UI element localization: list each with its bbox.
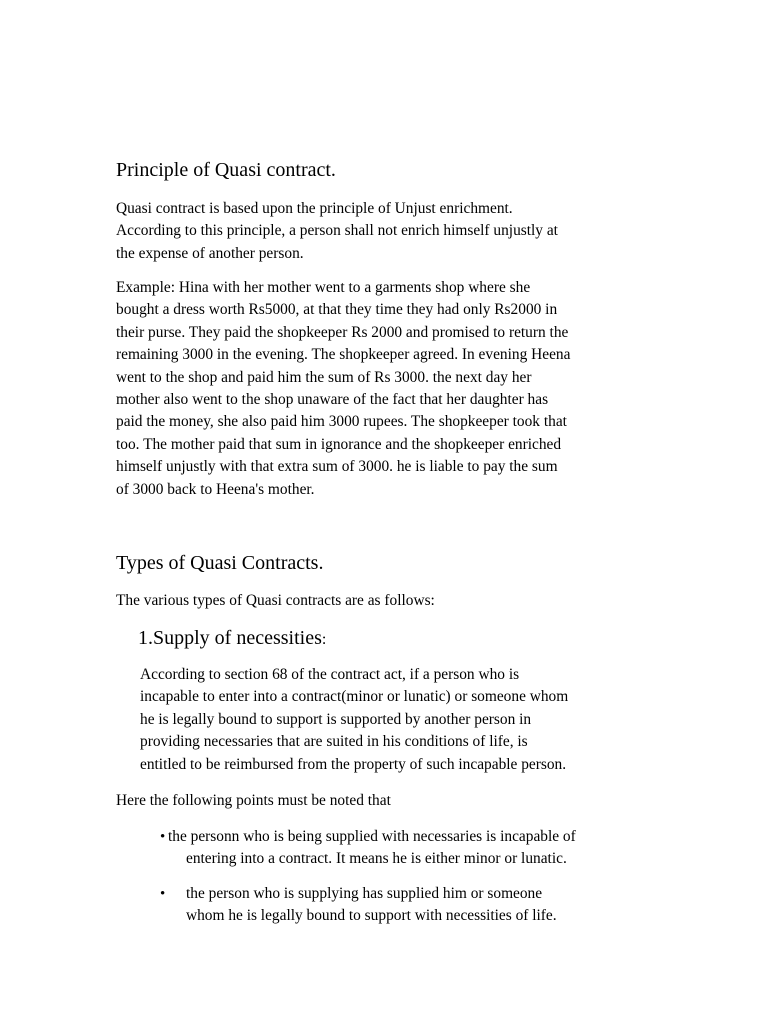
bullet-icon: • xyxy=(160,829,166,845)
paragraph-line: providing necessaries that are suited in his conditions of life, is xyxy=(140,733,528,751)
paragraph-line: According to section 68 of the contract act, if a person who is xyxy=(140,666,520,683)
bullet-line: entering into a contract. It means he is either minor or lunatic. xyxy=(186,850,567,868)
paragraph-line: bought a dress worth Rs5000, at that they time they had only Rs2000 in xyxy=(116,301,558,319)
heading-principle: Principle of Quasi contract. xyxy=(116,159,336,181)
paragraph-line: remaining 3000 in the evening. The shopkeeper agreed. In evening Heena xyxy=(116,346,571,364)
paragraph-line: Quasi contract is based upon the principle of Unjust enrichment. xyxy=(116,200,513,217)
paragraph-line: incapable to enter into a contract(minor or lunatic) or someone whom xyxy=(140,688,569,706)
paragraph-line: paid the money, she also paid him 3000 rupees. The shopkeeper took that xyxy=(116,413,567,431)
paragraph-line: himself unjustly with that extra sum of 3000. he is liable to pay the sum xyxy=(116,458,558,476)
paragraph-line: Example: Hina with her mother went to a garments shop where she xyxy=(116,279,531,296)
paragraph-line: he is legally bound to support is supported by another person in xyxy=(140,710,532,728)
subheading-colon: : xyxy=(321,631,327,648)
bullet-line: whom he is legally bound to support with necessities of life. xyxy=(186,907,557,925)
bullet-item xyxy=(160,883,680,928)
paragraph-line: of 3000 back to Heena's mother. xyxy=(116,480,315,498)
paragraph-line: The various types of Quasi contracts are as follows: xyxy=(116,592,435,609)
paragraph-line: According to this principle, a person shall not enrich himself unjustly at xyxy=(116,222,558,240)
paragraph-line: their purse. They paid the shopkeeper Rs 2000 and promised to return the xyxy=(116,323,569,341)
bullet-icon: • xyxy=(160,886,166,902)
subheading-text: 1.Supply of necessities xyxy=(138,627,322,649)
paragraph-line: mother also went to the shop unaware of the fact that her daughter has xyxy=(116,391,549,409)
types-intro xyxy=(116,590,656,612)
points-intro xyxy=(116,790,656,812)
example-paragraph xyxy=(116,277,656,501)
paragraph-line: Here the following points must be noted that xyxy=(116,792,391,809)
paragraph-line: went to the shop and paid him the sum of Rs 3000. the next day her xyxy=(116,368,532,386)
heading-types: Types of Quasi Contracts. xyxy=(116,552,324,574)
bullet-line: the person who is supplying has supplied him or someone xyxy=(186,885,543,902)
subheading-supply-of-necessities xyxy=(138,626,326,652)
paragraph-line: too. The mother paid that sum in ignorance and the shopkeeper enriched xyxy=(116,435,562,453)
paragraph-line: the expense of another person. xyxy=(116,244,304,262)
principle-paragraph xyxy=(116,198,656,265)
section-68-paragraph xyxy=(140,664,656,776)
paragraph-line: entitled to be reimbursed from the property of such incapable person. xyxy=(140,755,567,773)
bullet-item xyxy=(160,826,680,871)
bullet-line: the personn who is being supplied with necessaries is incapable of xyxy=(168,828,576,845)
